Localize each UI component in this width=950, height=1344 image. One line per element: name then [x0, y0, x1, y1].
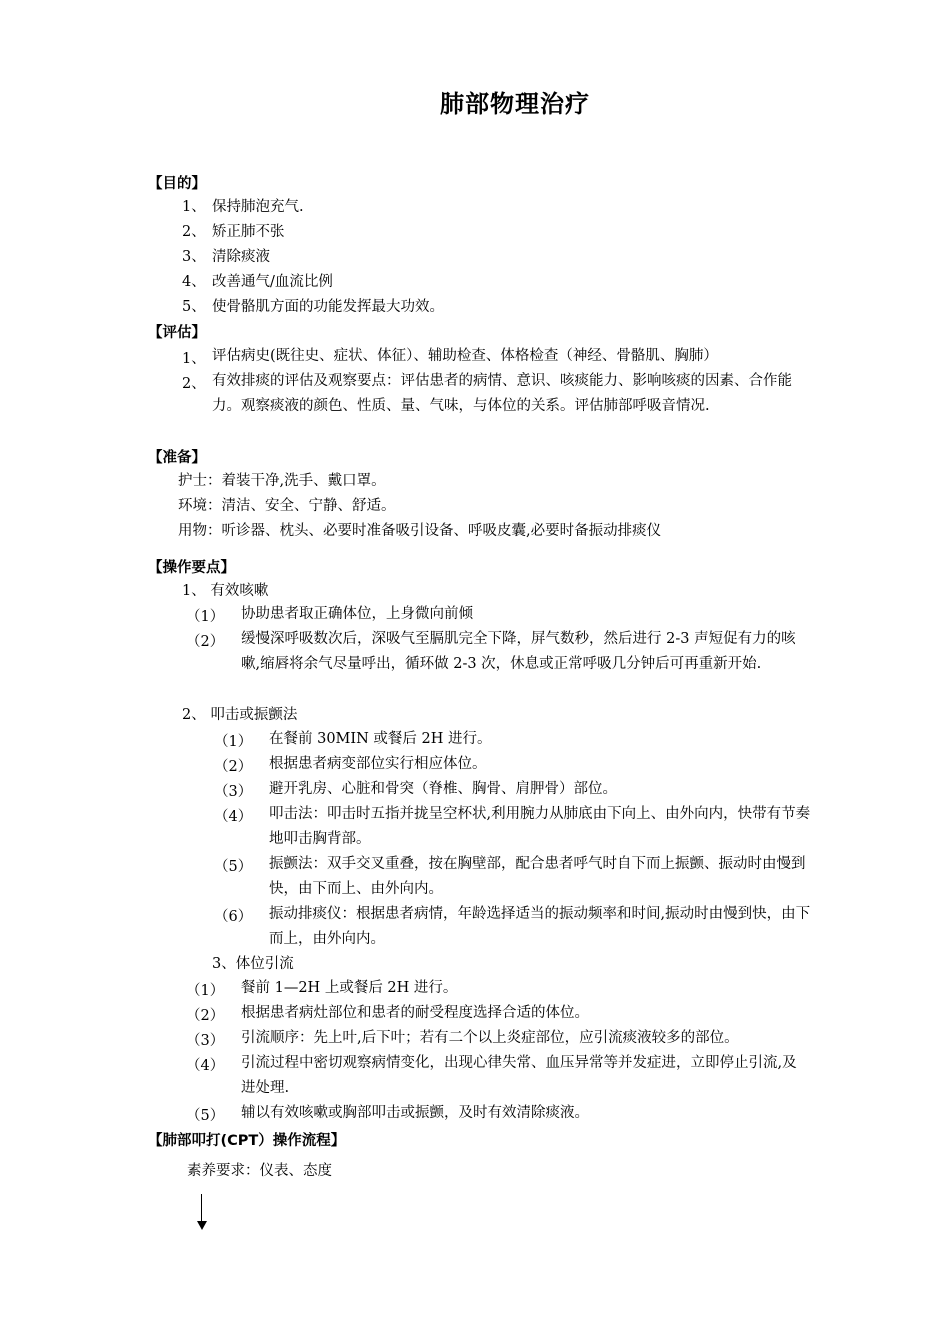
item-text: 根据患者病灶部位和患者的耐受程度选择合适的体位。	[241, 1005, 589, 1021]
item-text: 振颤法：双手交叉重叠，按在胸壁部，配合患者呼气时自下而上振颤、振动时由慢到快，由下而上、由外向内。	[269, 856, 806, 897]
item-text: 餐前 1—2H 上或餐后 2H 进行。	[241, 980, 458, 996]
item-number: 4、	[182, 274, 206, 290]
item-number: 1、	[182, 199, 206, 215]
item-text: 根据患者病变部位实行相应体位。	[269, 756, 487, 772]
item-number: （3）	[214, 784, 253, 800]
item-text: 引流顺序：先上叶,后下叶；若有二个以上炎症部位，应引流痰液较多的部位。	[241, 1030, 739, 1046]
list-item	[182, 272, 333, 292]
item-number: （2）	[214, 759, 253, 775]
item-number: （2）	[186, 634, 225, 650]
item-text: 避开乳房、心脏和骨突（脊椎、胸骨、肩胛骨）部位。	[269, 781, 617, 797]
list-item	[182, 247, 270, 267]
item-number: 1、	[182, 351, 206, 367]
item-number: （6）	[214, 909, 253, 925]
flow-heading: 【肺部叩打(CPT）操作流程】	[148, 1133, 346, 1149]
item-number: （3）	[186, 1033, 225, 1049]
list-item	[182, 222, 285, 242]
item-text: 评估病史(既往史、症状、体征）、辅助检查、体格检查（神经、骨骼肌、胸肺）	[212, 348, 718, 364]
drainage-subheading: 3、体位引流	[212, 956, 294, 972]
item-text: 在餐前 30MIN 或餐后 2H 进行。	[269, 731, 492, 747]
preparation-nurse: 护士：着装干净,洗手、戴口罩。	[178, 473, 386, 489]
flow-arrow-icon	[201, 1194, 202, 1224]
item-number: （5）	[186, 1108, 225, 1124]
cough-subheading: 1、 有效咳嗽	[182, 583, 269, 599]
item-text: 协助患者取正确体位，上身微向前倾	[241, 606, 473, 622]
item-text: 改善通气/血流比例	[212, 274, 333, 290]
item-text: 保持肺泡充气.	[212, 199, 304, 215]
arrow-down-icon	[197, 1221, 207, 1230]
item-number: （4）	[214, 809, 253, 825]
flow-step: 素养要求：仪表、态度	[187, 1163, 332, 1179]
item-number: 2、	[182, 376, 206, 392]
item-number: （1）	[186, 983, 225, 999]
item-number: 5、	[182, 299, 206, 315]
item-number: （5）	[214, 859, 253, 875]
item-number: （4）	[186, 1058, 225, 1074]
item-text: 叩击法：叩击时五指并拢呈空杯状,利用腕力从肺底由下向上、由外向内，快带有节奏地叩击胸背部。	[269, 806, 811, 847]
item-number: （2）	[186, 1008, 225, 1024]
item-text: 振动排痰仪：根据患者病情，年龄选择适当的振动频率和时间,振动时由慢到快，由下而上，由外向内。	[269, 906, 811, 947]
preparation-environment: 环境：清洁、安全、宁静、舒适。	[178, 498, 396, 514]
assessment-heading: 【评估】	[148, 325, 206, 341]
operation-heading: 【操作要点】	[148, 560, 235, 576]
item-number: 3、	[182, 249, 206, 265]
list-item	[182, 197, 304, 217]
item-text: 辅以有效咳嗽或胸部叩击或振颤，及时有效清除痰液。	[241, 1105, 589, 1121]
item-text: 使骨骼肌方面的功能发挥最大功效。	[212, 299, 444, 315]
item-text: 清除痰液	[212, 249, 270, 265]
item-text: 缓慢深呼吸数次后，深吸气至膈肌完全下降，屏气数秒，然后进行 2-3 声短促有力的咳嗽,缩唇将余气尽量呼出，循环做 2-3 次，休息或正常呼吸几分钟后可再重新开始.	[241, 631, 796, 672]
item-text: 引流过程中密切观察病情变化，出现心律失常、血压异常等并发症进，立即停止引流,及进处理.	[241, 1055, 797, 1096]
percussion-subheading: 2、 叩击或振颤法	[182, 707, 298, 723]
purpose-heading: 【目的】	[148, 176, 206, 192]
item-number: 2、	[182, 224, 206, 240]
page-title: 肺部物理治疗	[440, 90, 590, 118]
item-number: （1）	[186, 609, 225, 625]
item-text: 矫正肺不张	[212, 224, 285, 240]
item-number: （1）	[214, 734, 253, 750]
preparation-heading: 【准备】	[148, 450, 206, 466]
list-item	[182, 297, 444, 317]
item-text: 有效排痰的评估及观察要点：评估患者的病情、意识、咳痰能力、影响咳痰的因素、合作能力。观察痰液的颜色、性质、量、气味，与体位的关系。评估肺部呼吸音情况.	[212, 373, 792, 414]
preparation-supplies: 用物：听诊器、枕头、必要时准备吸引设备、呼吸皮囊,必要时备振动排痰仪	[178, 523, 662, 539]
